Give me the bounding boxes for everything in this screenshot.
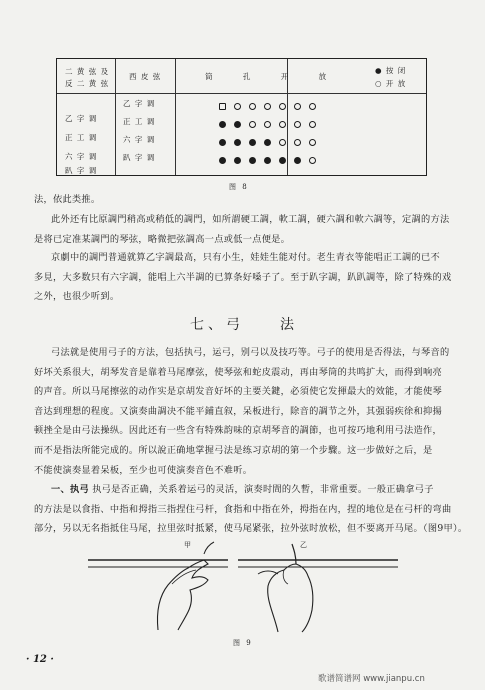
finger-hole-dot [294, 139, 301, 146]
section-heading: 七、弓 法 [190, 317, 298, 333]
left-row-3: 六 字 调 [65, 152, 98, 161]
finger-hole-dot [264, 139, 271, 146]
finger-hole-dot [294, 157, 301, 164]
finger-hole-dot [249, 139, 256, 146]
paragraph-3 [34, 343, 449, 480]
finger-hole-dot [279, 139, 286, 146]
paragraph-2 [34, 248, 451, 307]
p1-line-2: 是将已定准某調門的琴弦，略微把弦調高一点或低一点便是。 [34, 233, 291, 245]
figure8-caption: 图 8 [229, 183, 249, 191]
left-row-1: 乙 字 调 [65, 114, 98, 123]
paragraph-1 [34, 210, 449, 249]
finger-hole-dot [219, 139, 226, 146]
finger-hole-dot [234, 103, 241, 110]
legend-closed: ● 按 闭 [375, 66, 407, 75]
finger-hole-dot [264, 157, 271, 164]
left-row-2: 正 工 调 [65, 133, 98, 142]
mid-row-1: 乙 字 调 [123, 99, 156, 108]
p2-line-3: 之外，也很少听到。 [34, 291, 120, 303]
col3-header: 筒 孔 开 放 [205, 72, 341, 81]
finger-hole-dot [294, 103, 301, 110]
p3-line-2: 好坏关系很大，胡琴发音是靠着马尾摩弦，使琴弦和蛇皮震动，再由琴筒的共鸣扩大，而得到响亮 [34, 366, 442, 378]
p2-line-1: 京劇中的調門普通就算乙字調最高，只有小生，娃娃生能对付。老生青衣等能唱正工調的已不 [51, 252, 440, 263]
finger-hole-dot [309, 139, 316, 146]
finger-hole-dot [309, 121, 316, 128]
finger-hole-dot [309, 103, 316, 110]
col1-header-line2: 反 二 黄 弦 [65, 79, 110, 88]
mid-row-3: 六 字 调 [123, 135, 156, 144]
col1-header-line1: 二 黄 弦 及 [65, 67, 110, 76]
finger-hole-dot [249, 157, 256, 164]
finger-hole-dot [234, 139, 241, 146]
p3-line-1: 弓法就是使用弓子的方法，包括执弓，运弓，别弓以及技巧等。弓子的使用是否得法，与琴音的 [51, 347, 450, 358]
bow-hands-drawing [88, 540, 398, 636]
finger-hole-dot [264, 121, 271, 128]
mid-row-2: 正 工 调 [123, 117, 156, 126]
finger-hole-dot [264, 103, 271, 110]
tuning-table [56, 58, 427, 176]
figure9-label-b: 乙 [300, 541, 309, 549]
text-line-0: 法，依此类推。 [34, 194, 101, 205]
legend-open: ○ 开 放 [375, 79, 407, 88]
watermark: 歌谱简谱网 www.jianpu.cn [318, 674, 425, 684]
finger-hole-dot [279, 103, 286, 110]
finger-hole-dot [234, 157, 241, 164]
finger-hole-dot [219, 121, 226, 128]
p3-line-6: 而不是指法所能完成的。所以說正确地掌握弓法是练习京胡的第一个步驟。这一步做好之后，是 [34, 444, 433, 456]
finger-hole-dot [249, 103, 256, 110]
p4-line-3: 部分，另以无名指抵住马尾，拉里弦时抵紧，使马尾紧张，拉外弦时放松，但不要离开马尾。（图9甲）。 [34, 523, 468, 535]
page-number: · 12 · [26, 654, 54, 665]
left-row-4: 趴 字 调 [65, 166, 98, 175]
finger-hole-dot [234, 121, 241, 128]
p3-line-7: 不能使演奏显着呆板，至少也可使演奏音色不难听。 [34, 464, 253, 476]
figure9-illustration [88, 540, 398, 636]
p4-line-2: 的方法是以食指、中指和拇指三指捏住弓杆，食指和中指在外，拇指在内，捏的地位是在弓杆的弯曲 [34, 503, 452, 515]
finger-hole-dot [309, 157, 316, 164]
mid-row-4: 趴 字 调 [123, 153, 156, 162]
finger-hole-dot [279, 157, 286, 164]
finger-hole-dot [279, 121, 286, 128]
figure9-caption: 图 9 [233, 639, 253, 647]
p1-line-1: 此外还有比原調門稍高或稍低的調門，如所謂硬工調，軟工調，硬六調和軟六調等，定調的方法 [51, 214, 450, 225]
p3-line-3: 的声音。所以马尾擦弦的动作实是京胡发音好坏的主要关鍵，必須使它发揮最大的效能，才能使琴 [34, 386, 442, 398]
p2-line-2: 多見，大多数只有六字調，能唱上六半調的已算条好嗓子了。至于趴字調，趴趴調等，除了特殊的戏 [34, 271, 452, 283]
subheading-zhigong: 一、执弓 [51, 484, 89, 495]
paragraph-4 [34, 480, 467, 539]
figure9-label-a: 甲 [184, 541, 193, 549]
p4-line-1: 执弓是否正确，关系着运弓的灵活，演奏时間的久暫，非常重要。一般正确拿弓子 [92, 484, 434, 495]
col2-header: 西 皮 弦 [129, 72, 162, 81]
finger-hole-dot [219, 157, 226, 164]
finger-hole-dot [219, 103, 226, 110]
p3-line-4: 音达到理想的程度。又演奏曲調决不能平鋪直叙，呆板进行，除音的調节之外，其强弱疾徐和抑揚 [34, 405, 442, 417]
p3-line-5: 顿挫全是由弓法操纵。因此还有一些含有特殊韵味的京胡琴音的調節，也可按巧地利用弓法造作， [34, 425, 442, 437]
finger-hole-dot [294, 121, 301, 128]
finger-hole-dot [249, 121, 256, 128]
